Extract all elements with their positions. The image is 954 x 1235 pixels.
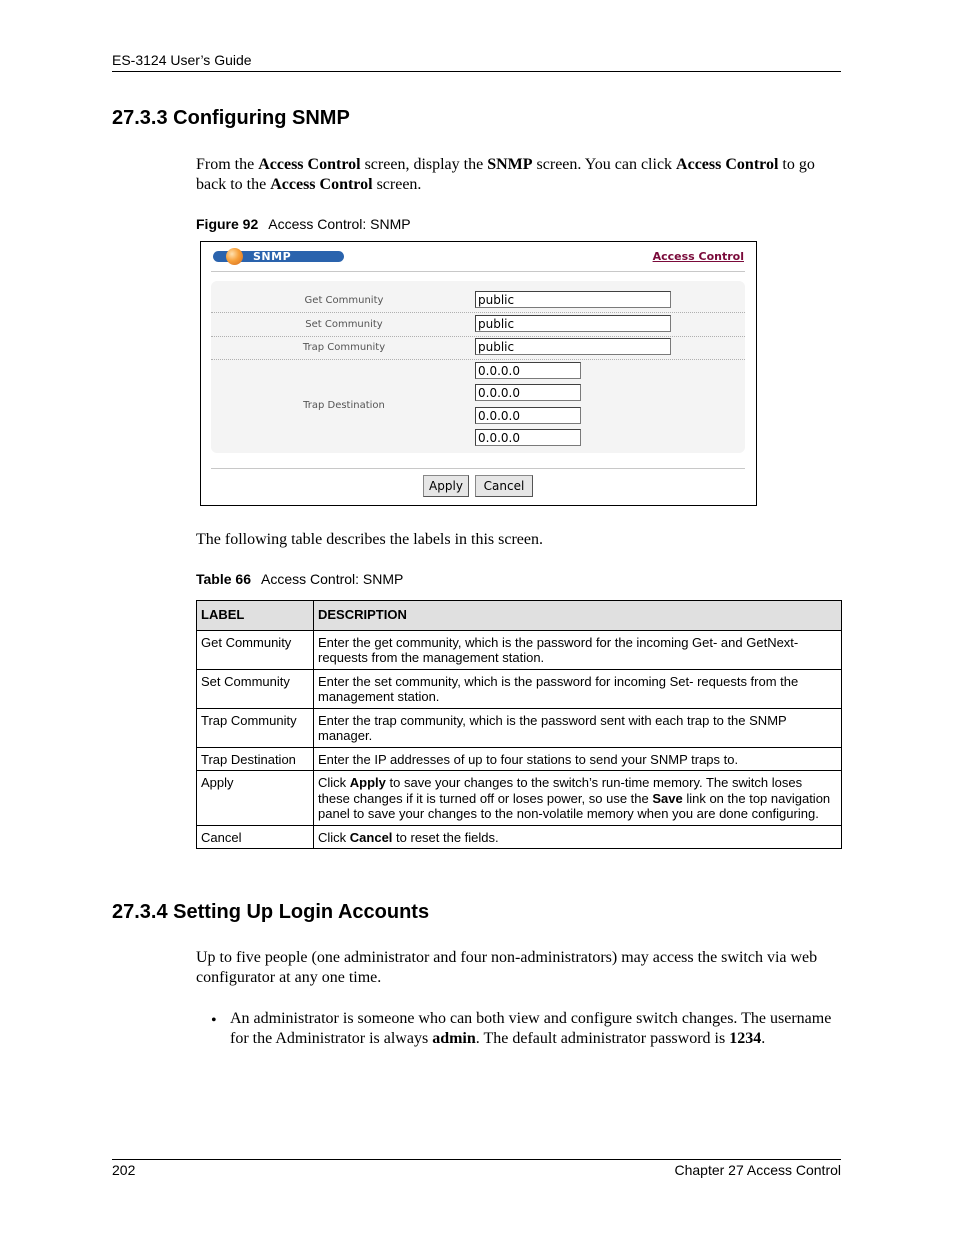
table-header-row	[197, 601, 842, 631]
set-community-input[interactable]: public	[475, 315, 671, 332]
row-label: Trap Destination	[197, 747, 314, 771]
table-row	[197, 825, 842, 849]
set-community-label: Set Community	[305, 319, 383, 330]
get-community-label: Get Community	[304, 295, 384, 306]
intro-paragraph: From the Access Control screen, display the SNMP screen. You can click Access Control to go back to the Access Control screen.	[196, 156, 815, 193]
row-divider	[211, 336, 745, 337]
trap-destination-label: Trap Destination	[303, 400, 385, 411]
row-label: Apply	[197, 771, 314, 826]
title-separator	[211, 271, 745, 272]
access-control-link[interactable]: Access Control	[652, 250, 744, 263]
table-row	[197, 708, 842, 747]
section-heading-login-accounts: 27.3.4 Setting Up Login Accounts	[112, 901, 430, 923]
trap-destination-input-4[interactable]: 0.0.0.0	[475, 429, 581, 446]
chapter-title: Chapter 27 Access Control	[674, 1162, 841, 1178]
row-description: Click Apply to save your changes to the switch’s run-time memory. The switch loses these changes if it is turned off or loses power, so use the Save link on the top navigation panel to save your changes to the non-volatile memory when you are done configuring.	[314, 771, 842, 826]
row-divider	[211, 312, 745, 313]
row-description: Enter the set community, which is the password for incoming Set- requests from the management station.	[314, 669, 842, 708]
header-rule	[112, 71, 841, 72]
trap-destination-input-1[interactable]: 0.0.0.0	[475, 362, 581, 379]
trap-community-label: Trap Community	[302, 342, 386, 353]
column-header-description: DESCRIPTION	[314, 601, 842, 631]
table-row	[197, 669, 842, 708]
row-description: Click Cancel to reset the fields.	[314, 825, 842, 849]
row-label: Trap Community	[197, 708, 314, 747]
orange-ball-icon	[226, 248, 243, 265]
snmp-screen-figure	[200, 241, 757, 506]
row-description: Enter the get community, which is the password for the incoming Get- and GetNext-requests from the management station.	[314, 630, 842, 669]
footer-rule	[112, 1159, 841, 1160]
running-header: ES-3124 User’s Guide	[112, 52, 252, 68]
administrator-bullet: An administrator is someone who can both view and configure switch changes. The username for the Administrator is always admin. The default administrator password is 1234.	[230, 1010, 832, 1047]
row-label: Cancel	[197, 825, 314, 849]
figure-title: Access Control: SNMP	[268, 216, 411, 232]
figure-number: Figure 92	[196, 216, 259, 232]
table-row	[197, 747, 842, 771]
column-header-label: LABEL	[197, 601, 314, 631]
row-description: Enter the IP addresses of up to four stations to send your SNMP traps to.	[314, 747, 842, 771]
table-title: Access Control: SNMP	[261, 571, 404, 587]
page-number: 202	[112, 1162, 136, 1178]
table-row	[197, 630, 842, 669]
row-divider	[211, 359, 745, 360]
row-label: Get Community	[197, 630, 314, 669]
get-community-input[interactable]: public	[475, 291, 671, 308]
cancel-button[interactable]: Cancel	[475, 475, 533, 497]
row-label: Set Community	[197, 669, 314, 708]
table-intro: The following table describes the labels in this screen.	[196, 531, 544, 548]
row-description: Enter the trap community, which is the password sent with each trap to the SNMP manager.	[314, 708, 842, 747]
snmp-title: SNMP	[253, 250, 292, 263]
trap-destination-input-2[interactable]: 0.0.0.0	[475, 384, 581, 401]
apply-button[interactable]: Apply	[423, 475, 469, 497]
table-number: Table 66	[196, 571, 251, 587]
section-heading-configuring-snmp: 27.3.3 Configuring SNMP	[112, 107, 350, 129]
trap-community-input[interactable]: public	[475, 338, 671, 355]
table-caption	[196, 571, 403, 587]
label-description-table	[196, 600, 842, 849]
button-separator	[211, 468, 745, 469]
trap-destination-input-3[interactable]: 0.0.0.0	[475, 407, 581, 424]
bullet-icon: •	[211, 1012, 217, 1029]
login-paragraph: Up to five people (one administrator and four non-administrators) may access the switch via web configurator at any one time.	[196, 949, 818, 986]
table-row	[197, 771, 842, 826]
figure-caption	[196, 216, 411, 232]
